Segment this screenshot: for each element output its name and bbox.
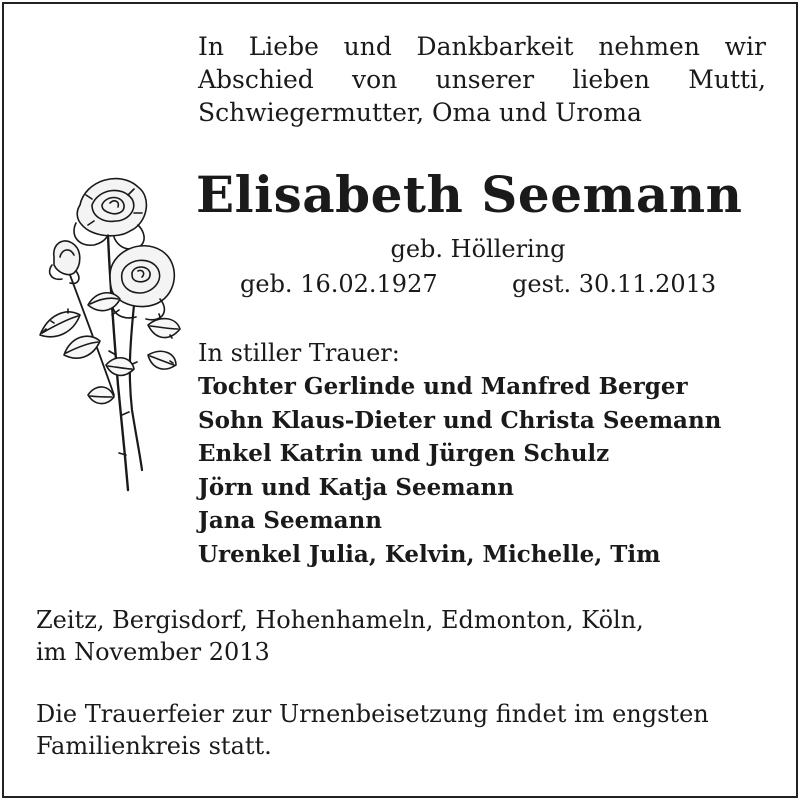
mourner-line: Jana Seemann <box>198 507 382 534</box>
death-date: gest. 30.11.2013 <box>512 270 717 298</box>
mourners-list <box>198 370 721 571</box>
deceased-name: Elisabeth Seemann <box>196 165 743 224</box>
place-line-2: im November 2013 <box>36 638 270 666</box>
place-and-date <box>36 604 776 668</box>
mourner-line: Sohn Klaus-Dieter und Christa Seemann <box>198 406 722 434</box>
intro-text <box>198 30 766 129</box>
mourner-line: Tochter Gerlinde und Manfred Berger <box>198 373 688 400</box>
mourner-line: Enkel Katrin und Jürgen Schulz <box>198 440 610 467</box>
maiden-name: geb. Höllering <box>390 235 566 263</box>
intro-line-3: Schwiegermutter, Oma und Uroma <box>198 98 642 127</box>
mourner-line: Urenkel Julia, Kelvin, Michelle, Tim <box>198 540 661 568</box>
mourner-line: Jörn und Katja Seemann <box>198 473 514 501</box>
birth-date: geb. 16.02.1927 <box>240 270 438 298</box>
ceremony-line-2: Familienkreis statt. <box>36 732 272 760</box>
ceremony-line-1: Die Trauerfeier zur Urnenbeisetzung findet im engsten <box>36 700 709 728</box>
intro-line-1: In Liebe und Dankbarkeit nehmen wir <box>198 32 766 61</box>
place-line-1: Zeitz, Bergisdorf, Hohenhameln, Edmonton, Köln, <box>36 606 644 634</box>
ceremony-note <box>36 698 776 762</box>
mourning-label: In stiller Trauer: <box>198 339 400 367</box>
rose-illustration <box>30 165 190 495</box>
intro-line-2: Abschied von unserer lieben Mutti, <box>198 65 766 94</box>
